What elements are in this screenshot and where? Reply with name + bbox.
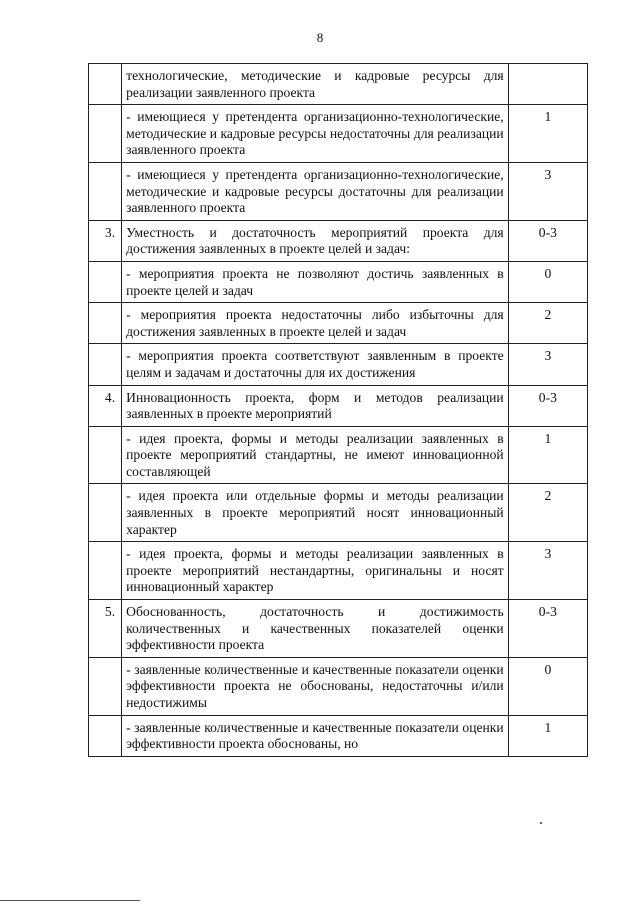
criterion-score: 0-3 — [508, 220, 587, 261]
criterion-text: Инновационность проекта, форм и методов реализации заявленных в проекте мероприятий — [122, 385, 509, 426]
criterion-text: Уместность и достаточность мероприятий проекта для достижения заявленных в проекте целей и задач: — [122, 220, 509, 261]
table-row — [89, 657, 588, 715]
criterion-number — [89, 162, 122, 220]
criterion-text: Обоснованность, достаточность и достижимость количественных и качественных показателей оценки эффективности проекта — [122, 600, 509, 658]
criterion-text: - имеющиеся у претендента организационно-технологические, методические и кадровые ресурсы достаточны для реализации заявленного проекта — [122, 162, 509, 220]
criterion-text: технологические, методические и кадровые ресурсы для реализации заявленного проекта — [122, 64, 509, 105]
table-row — [89, 105, 588, 163]
table-row — [89, 344, 588, 385]
table-row — [89, 484, 588, 542]
scan-speck — [540, 822, 542, 824]
table-row — [89, 162, 588, 220]
criterion-text: - заявленные количественные и качественные показатели оценки эффективности проекта обоснованы, но — [122, 715, 509, 756]
criterion-text: - заявленные количественные и качественные показатели оценки эффективности проекта не обоснованы, недостаточны и/или недостижимы — [122, 657, 509, 715]
criterion-score: 3 — [508, 344, 587, 385]
table-row — [89, 261, 588, 302]
criterion-text: - идея проекта или отдельные формы и методы реализации заявленных в проекте мероприятий носят инновационный характер — [122, 484, 509, 542]
criterion-number — [89, 657, 122, 715]
criterion-score: 3 — [508, 162, 587, 220]
criterion-number — [89, 303, 122, 344]
criterion-score: 0-3 — [508, 385, 587, 426]
criterion-number — [89, 715, 122, 756]
criterion-score: 0 — [508, 657, 587, 715]
criterion-score: 0 — [508, 261, 587, 302]
criterion-text: - мероприятия проекта недостаточны либо избыточны для достижения заявленных в проекте целей и задач — [122, 303, 509, 344]
criterion-text: - идея проекта, формы и методы реализации заявленных в проекте мероприятий стандартны, не имеют инновационной составляющей — [122, 426, 509, 484]
table-row — [89, 715, 588, 756]
criterion-text: - мероприятия проекта не позволяют достичь заявленных в проекте целей и задач — [122, 261, 509, 302]
table-row — [89, 64, 588, 105]
criterion-number: 3. — [89, 220, 122, 261]
table-row — [89, 220, 588, 261]
table-row — [89, 385, 588, 426]
table-row — [89, 303, 588, 344]
criterion-score: 2 — [508, 303, 587, 344]
criterion-number — [89, 484, 122, 542]
table-row — [89, 542, 588, 600]
criterion-text: - идея проекта, формы и методы реализации заявленных в проекте мероприятий нестандартны, оригинальны и носят инновационный характер — [122, 542, 509, 600]
criterion-number — [89, 344, 122, 385]
criterion-text: - мероприятия проекта соответствуют заявленным в проекте целям и задачам и достаточны для их достижения — [122, 344, 509, 385]
criterion-score: 2 — [508, 484, 587, 542]
table-row — [89, 600, 588, 658]
table-row — [89, 426, 588, 484]
criterion-number — [89, 105, 122, 163]
criterion-number — [89, 64, 122, 105]
criterion-score: 1 — [508, 426, 587, 484]
criterion-number — [89, 261, 122, 302]
criterion-number — [89, 542, 122, 600]
bottom-divider — [0, 900, 140, 901]
criteria-table — [88, 63, 588, 757]
criterion-number: 5. — [89, 600, 122, 658]
criterion-number — [89, 426, 122, 484]
page-number: 8 — [316, 30, 324, 45]
criterion-score — [508, 64, 587, 105]
criterion-score: 0-3 — [508, 600, 587, 658]
criterion-number: 4. — [89, 385, 122, 426]
criterion-score: 3 — [508, 542, 587, 600]
criterion-score: 1 — [508, 715, 587, 756]
criterion-score: 1 — [508, 105, 587, 163]
criterion-text: - имеющиеся у претендента организационно-технологические, методические и кадровые ресурсы недостаточны для реализации заявленного проекта — [122, 105, 509, 163]
